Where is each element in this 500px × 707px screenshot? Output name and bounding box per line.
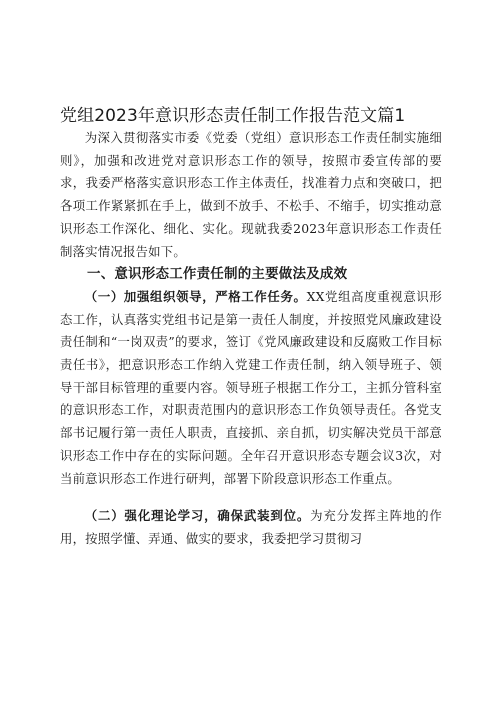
section-heading: 一、意识形态工作责任制的主要做法及成效	[87, 266, 348, 283]
document-title: 党组2023年意识形态责任制工作报告范文篇1	[60, 106, 406, 127]
leadership-body: XX党组高度重视意识形态工作，认真落实党组书记是第一责任人制度，并按照党风廉政建设责任制和“一岗双责”的要求，签订《党风廉政建设和反腐败工作目标责任书》，把意识形态工作纳入党建工作责任制，纳入领导班子、领导干部目标管理的重要内容。领导班子根据工作分工，主抓分管科室的意识形态工作，对职责范围内的意识形态工作负领导责任。各党支部书记履行第一责任人职责，直接抓、亲自抓，切实解决党员干部意识形态工作中存在的实际问题。全年召开意识形态专题会议3次，对当前意识形态工作进行研判，部署下阶段意识形态工作重点。	[60, 288, 443, 486]
theory-study-paragraph	[60, 505, 442, 550]
leadership-paragraph	[60, 286, 442, 490]
theory-study-body: 为充分发挥主阵地的作用，按照学懂、弄通、做实的要求，我委把学习贯彻习	[60, 508, 443, 546]
leadership-subheading: （一）加强组织领导，严格工作任务。	[84, 288, 307, 304]
theory-study-subheading: （二）强化理论学习，确保武装到位。	[84, 508, 311, 524]
intro-paragraph: 为深入贯彻落实市委《党委（党组）意识形态工作责任制实施细则》，加强和改进党对意识形态工作的领导，按照市委宣传部的要求，我委严格落实意识形态工作主体责任，找准着力点和突破口，把各项工作紧紧抓在手上，做到不放手、不松手、不缩手，切实推动意识形态工作深化、细化、实化。现就我委2023年意识形态工作责任制落实情况报告如下。	[60, 130, 442, 259]
document-content	[60, 127, 442, 551]
paragraph-gap	[60, 490, 442, 505]
